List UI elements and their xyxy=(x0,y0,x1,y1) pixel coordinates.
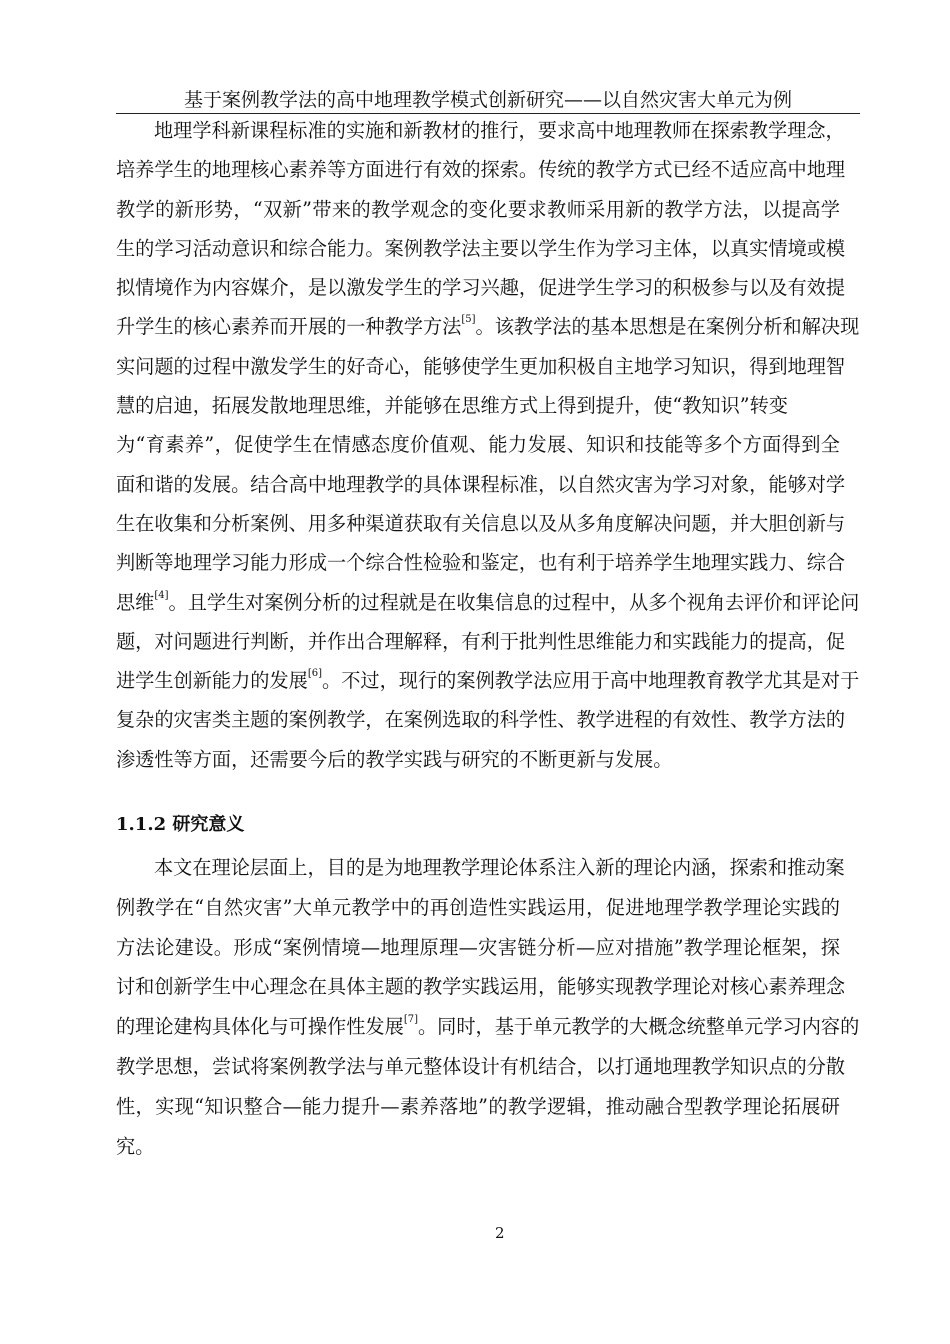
text-line xyxy=(116,740,840,779)
text-line xyxy=(116,386,840,425)
line-text: 例教学在“自然灾害”大单元教学中的再创造性实践运用，促进地理学教学理论实践的 xyxy=(116,895,840,919)
text-line xyxy=(116,229,846,268)
line-text: 渗透性等方面，还需要今后的教学实践与研究的不断更新与发展。 xyxy=(116,747,673,771)
citation-reference: [4] xyxy=(154,589,169,601)
line-text: 本文在理论层面上，目的是为地理教学理论体系注入新的理论内涵，探索和推动案 xyxy=(154,856,845,879)
text-line xyxy=(116,268,846,307)
line-text: 究。 xyxy=(116,1134,155,1158)
line-text: 。且学生对案例分析的过程就是在收集信息的过程中，从多个视角去评价和评论问 xyxy=(168,590,860,614)
line-text: 教学的新形势，“双新”带来的教学观念的变化要求教师采用新的教学方法，以提高学 xyxy=(116,197,840,221)
line-text: 复杂的灾害类主题的案例教学，在案例选取的科学性、教学进程的有效性、教学方法的 xyxy=(116,708,846,732)
text-line xyxy=(116,700,846,739)
section-heading: 1.1.2 研究意义 xyxy=(116,814,245,835)
text-line xyxy=(116,504,846,543)
page-number: 2 xyxy=(495,1224,505,1242)
line-text: 讨和创新学生中心理念在具体主题的教学实践运用，能够实现教学理论对核心素养理念 xyxy=(116,975,846,999)
line-text: 慧的启迪，拓展发散地理思维，并能够在思维方式上得到提升，使“教知识”转变 xyxy=(116,394,788,418)
line-text: 面和谐的发展。结合高中地理教学的具体课程标准，以自然灾害为学习对象，能够对学 xyxy=(116,472,846,496)
running-header-title: 基于案例教学法的高中地理教学模式创新研究——以自然灾害大单元为例 xyxy=(183,89,792,111)
text-line xyxy=(116,307,860,346)
text-line xyxy=(116,1087,840,1127)
text-line xyxy=(116,190,840,229)
text-line xyxy=(116,661,860,700)
line-text: 培养学生的地理核心素养等方面进行有效的探索。传统的教学方式已经不适应高中地理 xyxy=(116,158,846,182)
citation-reference: [5] xyxy=(461,314,476,326)
line-text: 思维 xyxy=(116,590,155,614)
text-line xyxy=(116,1047,846,1087)
text-line xyxy=(116,967,846,1007)
text-line xyxy=(116,1007,860,1047)
text-line xyxy=(116,888,840,928)
significance-paragraph xyxy=(116,848,860,1166)
text-line xyxy=(116,543,846,582)
line-text: 生在收集和分析案例、用多种渠道获取有关信息以及从多角度解决问题，并大胆创新与 xyxy=(116,511,846,535)
text-line xyxy=(116,583,860,622)
citation-reference: [7] xyxy=(403,1014,418,1026)
line-text: 的理论建构具体化与可操作性发展 xyxy=(116,1015,404,1039)
line-text: 。该教学法的基本思想是在案例分析和解决现 xyxy=(475,315,860,339)
text-line xyxy=(116,928,840,968)
line-text: 题，对问题进行判断，并作出合理解释，有利于批判性思维能力和实践能力的提高，促 xyxy=(116,629,846,653)
line-text: 进学生创新能力的发展 xyxy=(116,669,308,693)
line-text: 生的学习活动意识和综合能力。案例教学法主要以学生作为学习主体，以真实情境或模 xyxy=(116,236,846,260)
background-paragraph xyxy=(116,111,860,779)
line-text: 。同时，基于单元教学的大概念统整单元学习内容的 xyxy=(417,1015,860,1039)
line-text: 地理学科新课程标准的实施和新教材的推行，要求高中地理教师在探索教学理念， xyxy=(154,119,845,142)
line-text: 方法论建设。形成“案例情境—地理原理—灾害链分析—应对措施”教学理论框架，探 xyxy=(116,935,840,959)
line-text: 实问题的过程中激发学生的好奇心，能够使学生更加积极自主地学习知识，得到地理智 xyxy=(116,354,846,378)
text-line xyxy=(116,1127,840,1167)
line-text: 拟情境作为内容媒介，是以激发学生的学习兴趣，促进学生学习的积极参与以及有效提 xyxy=(116,276,846,300)
line-text: 为“育素养”，促使学生在情感态度价值观、能力发展、知识和技能等多个方面得到全 xyxy=(116,433,840,457)
line-text: 。不过，现行的案例教学法应用于高中地理教育教学尤其是对于 xyxy=(322,669,860,693)
text-line xyxy=(116,425,840,464)
text-line xyxy=(116,347,846,386)
text-line xyxy=(116,848,845,888)
text-line xyxy=(116,622,846,661)
text-line xyxy=(116,465,846,504)
line-text: 判断等地理学习能力形成一个综合性检验和鉴定，也有利于培养学生地理实践力、综合 xyxy=(116,551,846,575)
text-line xyxy=(116,111,845,150)
line-text: 教学思想，尝试将案例教学法与单元整体设计有机结合，以打通地理教学知识点的分散 xyxy=(116,1054,846,1078)
text-line xyxy=(116,150,846,189)
citation-reference: [6] xyxy=(307,668,323,680)
line-text: 升学生的核心素养而开展的一种教学方法 xyxy=(116,315,462,339)
line-text: 性，实现“知识整合—能力提升—素养落地”的教学逻辑，推动融合型教学理论拓展研 xyxy=(116,1094,840,1118)
